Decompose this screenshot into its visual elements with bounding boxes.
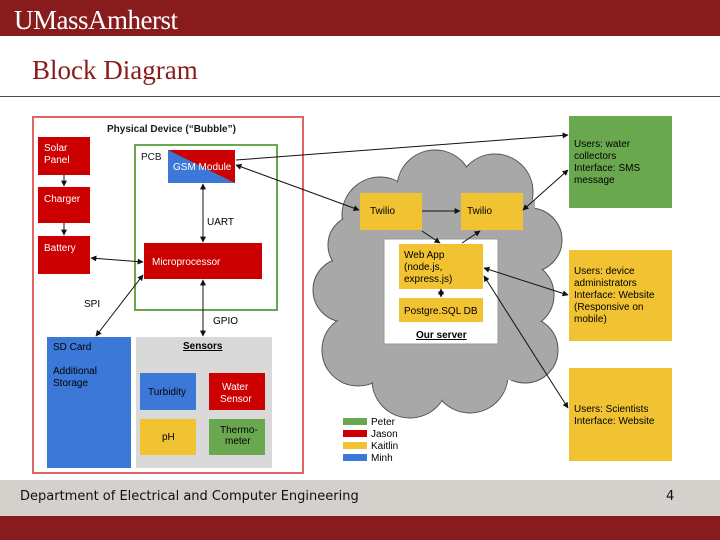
web-app-label-2: (node.js, — [404, 262, 443, 273]
twilio-left-label: Twilio — [370, 206, 396, 217]
legend-swatch-kaitlin — [343, 442, 367, 449]
department-name: Department of Electrical and Computer Engineering — [20, 489, 359, 504]
users-admin-label-5: mobile) — [574, 314, 607, 325]
university-logo: UMassAmherst — [14, 5, 178, 35]
users-water-collectors-block — [569, 116, 672, 208]
web-app-label-3: express.js) — [404, 274, 453, 285]
sd-label-4: Storage — [53, 378, 89, 389]
legend-kaitlin: Kaitlin — [371, 441, 399, 452]
solar-label-1: Solar — [44, 143, 68, 154]
users-admin-label-3: Interface: Website — [574, 290, 655, 301]
pcb-label: PCB — [141, 152, 162, 163]
our-server-label: Our server — [416, 330, 467, 341]
uart-label: UART — [207, 217, 235, 228]
sd-label-3: Additional — [53, 366, 97, 377]
battery-label: Battery — [44, 243, 76, 254]
users-admin-label-1: Users: device — [574, 266, 635, 277]
legend-peter: Peter — [371, 417, 395, 428]
physical-device-title: Physical Device (“Bubble”) — [107, 124, 236, 135]
page-number: 4 — [666, 489, 675, 504]
legend-minh: Minh — [371, 453, 393, 464]
legend-swatch-jason — [343, 430, 367, 437]
sd-card-block — [47, 337, 131, 468]
charger-block — [38, 187, 90, 223]
users-sci-label-1: Users: Scientists — [574, 404, 649, 415]
legend-jason: Jason — [371, 429, 398, 440]
users-admin-label-2: administrators — [574, 278, 637, 289]
postgres-label: Postgre.SQL DB — [404, 306, 478, 317]
users-sci-label-2: Interface: Website — [574, 416, 655, 427]
thermometer-label-1: Thermo- — [220, 425, 258, 436]
microprocessor-label: Microprocessor — [152, 257, 221, 268]
turbidity-label: Turbidity — [148, 387, 186, 398]
battery-block — [38, 236, 90, 274]
bottom-bar — [0, 516, 720, 540]
web-app-label-1: Web App — [404, 250, 445, 261]
users-water-label-2: collectors — [574, 151, 617, 162]
legend-swatch-peter — [343, 418, 367, 425]
charger-label: Charger — [44, 194, 81, 205]
users-water-label-4: message — [574, 175, 615, 186]
solar-label-2: Panel — [44, 155, 70, 166]
spi-label: SPI — [84, 299, 101, 310]
gsm-module-label: GSM Module — [173, 162, 232, 173]
users-water-label-3: Interface: SMS — [574, 163, 641, 174]
sensors-label: Sensors — [183, 341, 223, 352]
sd-label-1: SD Card — [53, 342, 92, 353]
water-sensor-label-2: Sensor — [220, 394, 252, 405]
twilio-right-label: Twilio — [467, 206, 493, 217]
thermometer-label-2: meter — [225, 436, 251, 447]
users-water-label-1: Users: water — [574, 139, 631, 150]
gpio-label: GPIO — [213, 316, 239, 327]
legend-swatch-minh — [343, 454, 367, 461]
water-sensor-label-1: Water — [222, 382, 249, 393]
users-admin-label-4: (Responsive on — [574, 302, 644, 313]
ph-label: pH — [162, 432, 175, 443]
slide-title: Block Diagram — [32, 55, 198, 85]
